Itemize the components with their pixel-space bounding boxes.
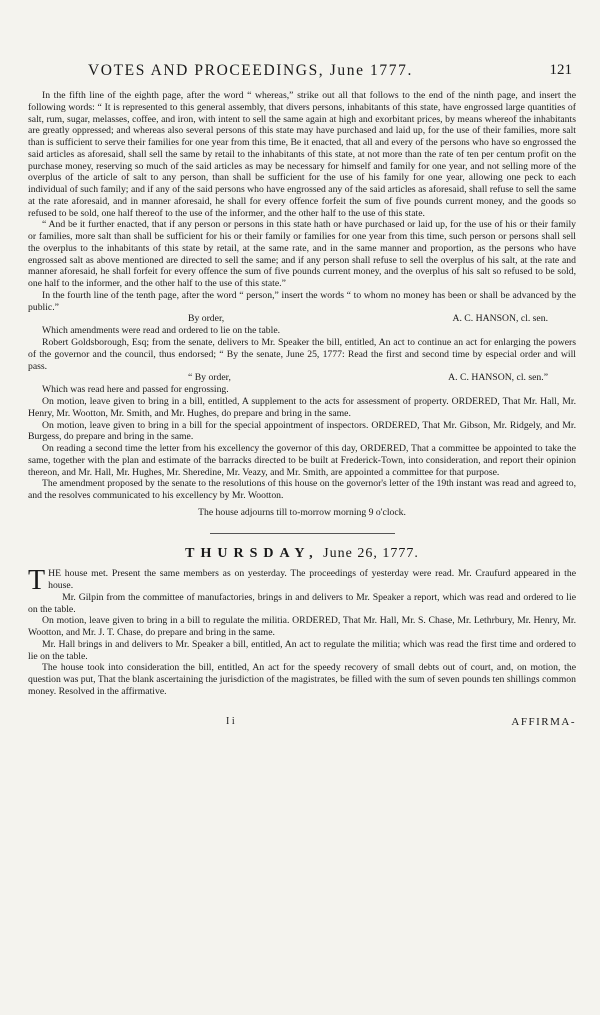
paragraph: On reading a second time the letter from his excellency the governor of this day, ORDERED, That a committee be appointed to take the same, together with the plan and estimate of the barracks directed to be built at Frederick-Town, into consideration, and report their opinion thereon, and Mr. Hall, Mr. Hughes, Mr. Sheredine, Mr. Veazy, and Mr. Smith, are appointed a committee for that purpose. <box>28 443 576 478</box>
paragraph: “ And be it further enacted, that if any person or persons in this state hath or have purchased or laid up, for the use of his or their family or families, more salt than shall be sufficient for his or their family or families for one year from this time, such person or persons shall sell the overplus to the inhabitants of this state by retail, at the same rate, and in the same manner and proportion, as the persons who have engrossed salt as above mentioned are directed to sell the same; and if any person shall refuse to sell the overplus of his salt, at the rate and manner aforesaid, he shall forfeit for every offence the sum of five pounds current money, and the overplus of his salt so refused to be sold, one half to the informer, and the other half to the use of this state.” <box>28 219 576 289</box>
paragraph: Which amendments were read and ordered to lie on the table. <box>42 325 281 337</box>
paragraph: Which was read here and passed for engrossing. <box>42 384 229 396</box>
day-date: June 26, 1777. <box>323 545 419 561</box>
running-title: VOTES AND PROCEEDINGS, June 1777. <box>88 62 413 79</box>
paragraph: Robert Goldsborough, Esq; from the senate, delivers to Mr. Speaker the bill, entitled, An act to continue an act for enlarging the powers of the governor and the council, thus endorsed; “ By the senate, June 25, 1777: Read the first and second time by especial order and will pass. <box>28 337 576 372</box>
paragraph: On motion, leave given to bring in a bill to regulate the militia. ORDERED, That Mr. Hall, Mr. S. Chase, Mr. Lethrbury, Mr. Henry, Mr. Wootton, and Mr. J. T. Chase, do prepare and bring in the same. <box>28 615 576 638</box>
paragraph: In the fifth line of the eighth page, after the word “ whereas,” strike out all that follows to the end of the ninth page, and insert the following words: “ It is represented to this general assembly, that divers persons, inhabitants of this state, have engrossed large quantities of salt, rum, sugar, melasses, coffee, and iron, with intent to sell the same again at high and exorbitant prices, by means whereof the inhabitants are greatly oppressed; and whereas also several persons of this state may have purchased and laid up, for the use of their families, more salt than is sufficient to serve their families for one year from this time, Be it enacted, that all and every of the persons who have so engrossed the said articles as aforesaid, shall sell the same by retail to the inhabitants of this state, at not more than the rate of ten per centum profit on the purchase money, reserving so much of the said articles as may be necessary for himself and family for one year, and not selling more of the overplus of the article of salt to any person, than shall be sufficient for the use of his family for one year, allowing one peck to each individual of such family; and if any of the said persons who have engrossed any of the said articles as aforesaid, shall refuse to sell the same at the rate aforesaid, and in manner aforesaid, he shall for every offence forfeit the sum of five pounds current money, and the goods so refused to be sold, one half thereof to the use of the informer, and the other half to the use of this state. <box>28 90 576 219</box>
clerk-name: A. C. HANSON, cl. sen. <box>452 313 548 325</box>
section-divider <box>210 533 395 534</box>
drop-cap: T <box>28 565 46 597</box>
document-body <box>28 90 576 698</box>
day-name: THURSDAY, <box>185 545 319 561</box>
paragraph: Mr. Gilpin from the committee of manufactories, brings in and delivers to Mr. Speaker a report, which was read and ordered to lie on the table. <box>28 591 576 615</box>
by-order: By order, <box>188 313 225 325</box>
paragraph: The house took into consideration the bill, entitled, An act for the speedy recovery of small debts out of court, and, on motion, the question was put, That the blank ascertaining the jurisdiction of the magistrates, be filled with the sum of seven pounds ten shillings common money. Resolved in the affirmative. <box>28 662 576 697</box>
signature-mark: I i <box>226 715 235 727</box>
paragraph: On motion, leave given to bring in a bill for the special appointment of inspectors. ORDERED, That Mr. Gibson, Mr. Ridgely, and Mr. Burgess, do prepare and bring in the same. <box>28 419 576 443</box>
clerk-name: A. C. HANSON, cl. sen.” <box>448 372 548 384</box>
paragraph: In the fourth line of the tenth page, after the word “ person,” insert the words “ to whom no money has been or shall be advanced by the public.” <box>28 289 576 313</box>
signature-line <box>28 372 576 384</box>
page-footer <box>28 716 576 732</box>
opening-paragraph <box>28 565 576 597</box>
signature-line <box>28 313 576 325</box>
paragraph: Mr. Hall brings in and delivers to Mr. Speaker a bill, entitled, An act to regulate the militia; which was read the first time and ordered to lie on the table. <box>28 638 576 662</box>
opening-text: HE house met. Present the same members as on yesterday. The proceedings of yesterday were read. Mr. Craufurd appeared in the house. <box>48 568 576 591</box>
page-number: 121 <box>549 62 572 78</box>
catchword: AFFIRMA- <box>511 715 576 728</box>
day-heading <box>28 545 576 561</box>
page-header <box>28 62 576 82</box>
adjournment-line: The house adjourns till to-morrow morning 9 o'clock. <box>198 506 406 518</box>
document-page <box>28 62 576 732</box>
by-order: “ By order, <box>188 372 231 384</box>
paragraph: The amendment proposed by the senate to the resolutions of this house on the governor's letter of the 19th instant was read and agreed to, and the resolves communicated to his excellency by Mr. Wootton. <box>28 478 576 501</box>
paragraph: On motion, leave given to bring in a bill, entitled, A supplement to the acts for assessment of property. ORDERED, That Mr. Hall, Mr. Henry, Mr. Wootton, Mr. Smith, and Mr. Hughes, do prepare and bring in the same. <box>28 396 576 419</box>
